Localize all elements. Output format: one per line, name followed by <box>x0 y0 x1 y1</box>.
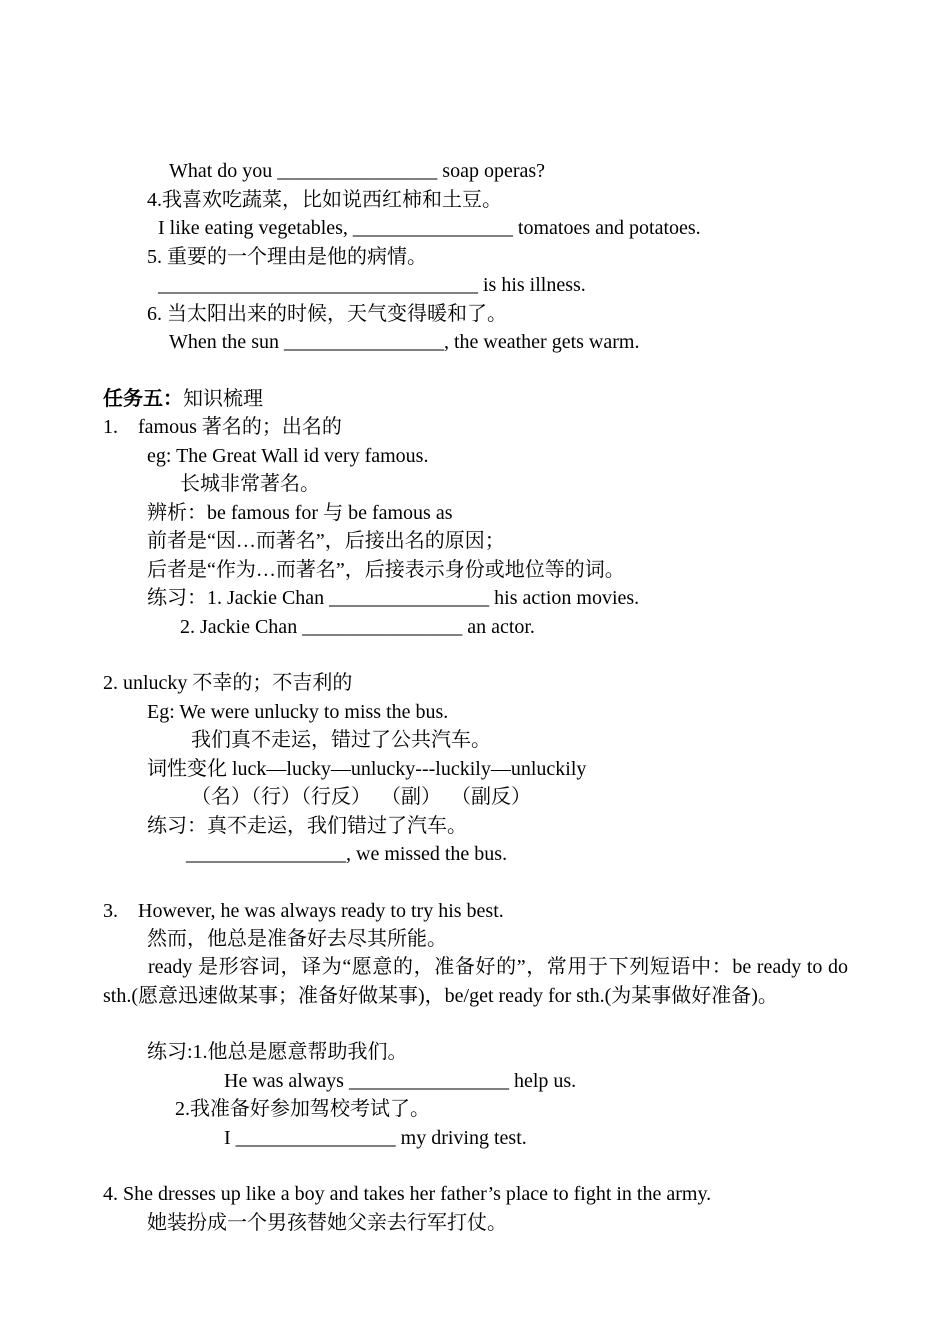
item-1-practice-2: 2. Jackie Chan ________________ an actor. <box>180 616 535 638</box>
item-3-practice-1-english: He was always ________________ help us. <box>224 1070 577 1092</box>
item-2-practice-english: ________________, we missed the bus. <box>186 843 508 865</box>
item-4-translation: 她装扮成一个男孩替她父亲去行军打仗。 <box>147 1212 507 1234</box>
exercise-line-soap-operas: What do you ________________ soap operas? <box>169 160 546 182</box>
section-heading <box>103 385 263 413</box>
item-3-practice-2-english: I ________________ my driving test. <box>224 1127 527 1149</box>
item-3-translation: 然而，他总是准备好去尽其所能。 <box>147 928 447 950</box>
exercise-5-english: ________________________________ is his illness. <box>158 274 586 296</box>
exercise-6-english: When the sun ________________, the weather gets warm. <box>169 331 640 353</box>
item-2-example: Eg: We were unlucky to miss the bus. <box>147 701 449 723</box>
item-1-note-as: 后者是“作为…而著名”，后接表示身份或地位等的词。 <box>147 559 625 581</box>
item-3-ready-explanation: ready 是形容词，译为“愿意的，准备好的”，常用于下列短语中：be ready to do sth.(愿意迅速做某事；准备好做某事)，be/get ready for sth.(为某事做好准备)。 <box>103 956 848 1007</box>
item-1-note-for: 前者是“因…而著名”，后接出名的原因； <box>147 530 505 552</box>
item-1-example: eg: The Great Wall id very famous. <box>147 445 429 467</box>
item-2-word-forms: 词性变化 luck—lucky—unlucky---luckily—unluckily <box>147 758 587 780</box>
exercise-4-chinese: 4.我喜欢吃蔬菜，比如说西红柿和土豆。 <box>147 189 502 211</box>
exercise-5-chinese: 5. 重要的一个理由是他的病情。 <box>147 246 427 268</box>
task-title: 知识梳理 <box>183 388 263 410</box>
item-3-practice-1-chinese: 练习:1.他总是愿意帮助我们。 <box>147 1041 408 1063</box>
item-2-unlucky: 2. unlucky 不幸的；不吉利的 <box>103 672 353 694</box>
exercise-6-chinese: 6. 当太阳出来的时候，天气变得暖和了。 <box>147 303 507 325</box>
item-3-however: 3. However, he was always ready to try his best. <box>103 900 504 922</box>
task-heading: 任务五： <box>103 388 183 410</box>
item-2-practice-chinese: 练习：真不走运，我们错过了汽车。 <box>147 815 467 837</box>
item-2-example-translation: 我们真不走运，错过了公共汽车。 <box>191 729 491 751</box>
item-1-famous: 1. famous 著名的；出名的 <box>103 416 342 438</box>
item-1-analysis: 辨析：be famous for 与 be famous as <box>147 502 453 524</box>
exercise-4-english: I like eating vegetables, ________________ tomatoes and potatoes. <box>158 217 701 239</box>
item-1-example-translation: 长城非常著名。 <box>180 473 320 495</box>
item-1-practice-1: 练习：1. Jackie Chan ________________ his action movies. <box>147 587 640 609</box>
item-2-word-form-labels: （名）（行）（行反） （副） （副反） <box>191 786 531 808</box>
item-4-sentence: 4. She dresses up like a boy and takes her father’s place to fight in the army. <box>103 1183 712 1205</box>
item-3-practice-2-chinese: 2.我准备好参加驾校考试了。 <box>175 1098 430 1120</box>
